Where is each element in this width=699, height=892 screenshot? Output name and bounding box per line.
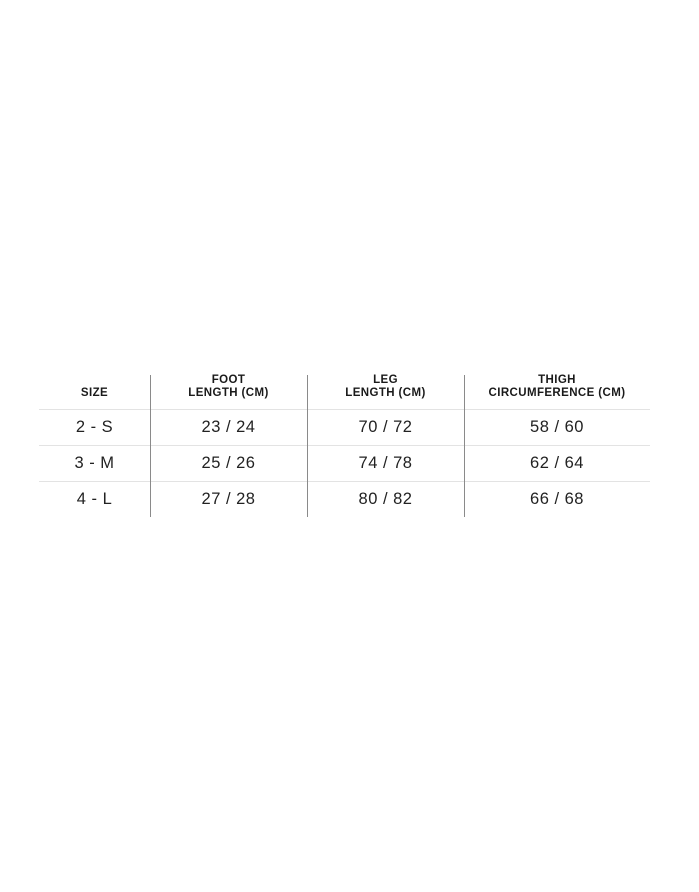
column-header-leg-length xyxy=(307,368,464,409)
column-divider xyxy=(150,375,151,517)
column-header-foot-length-line1: FOOT xyxy=(211,374,246,386)
column-header-size xyxy=(39,368,150,409)
cell-thigh-circumference: 58 / 60 xyxy=(530,418,584,436)
cell-size: 4 - L xyxy=(76,490,113,508)
cell-foot-length: 25 / 26 xyxy=(201,454,256,472)
column-header-thigh-circumference-line2: CIRCUMFERENCE (CM) xyxy=(488,387,626,399)
column-header-size-label: SIZE xyxy=(80,387,109,399)
cell-size: 2 - S xyxy=(75,418,114,436)
cell-foot-length: 27 / 28 xyxy=(201,490,256,508)
cell-leg-length: 80 / 82 xyxy=(358,490,413,508)
size-chart-table xyxy=(39,368,650,516)
column-divider xyxy=(307,375,308,517)
column-header-leg-length-line1: LEG xyxy=(373,374,398,386)
column-header-thigh-circumference xyxy=(464,368,650,409)
table-row xyxy=(39,481,650,517)
cell-thigh-circumference: 66 / 68 xyxy=(530,490,584,508)
table-row xyxy=(39,409,650,445)
column-header-leg-length-line2: LENGTH (CM) xyxy=(345,387,426,399)
cell-leg-length: 74 / 78 xyxy=(358,454,413,472)
column-header-foot-length-line2: LENGTH (CM) xyxy=(188,387,269,399)
cell-foot-length: 23 / 24 xyxy=(201,418,256,436)
column-header-foot-length xyxy=(150,368,307,409)
cell-size: 3 - M xyxy=(74,454,115,472)
column-divider xyxy=(464,375,465,517)
column-header-thigh-circumference-line1: THIGH xyxy=(538,374,576,386)
cell-thigh-circumference: 62 / 64 xyxy=(530,454,584,472)
size-chart-header-row xyxy=(39,368,650,409)
cell-leg-length: 70 / 72 xyxy=(358,418,413,436)
table-row xyxy=(39,445,650,481)
